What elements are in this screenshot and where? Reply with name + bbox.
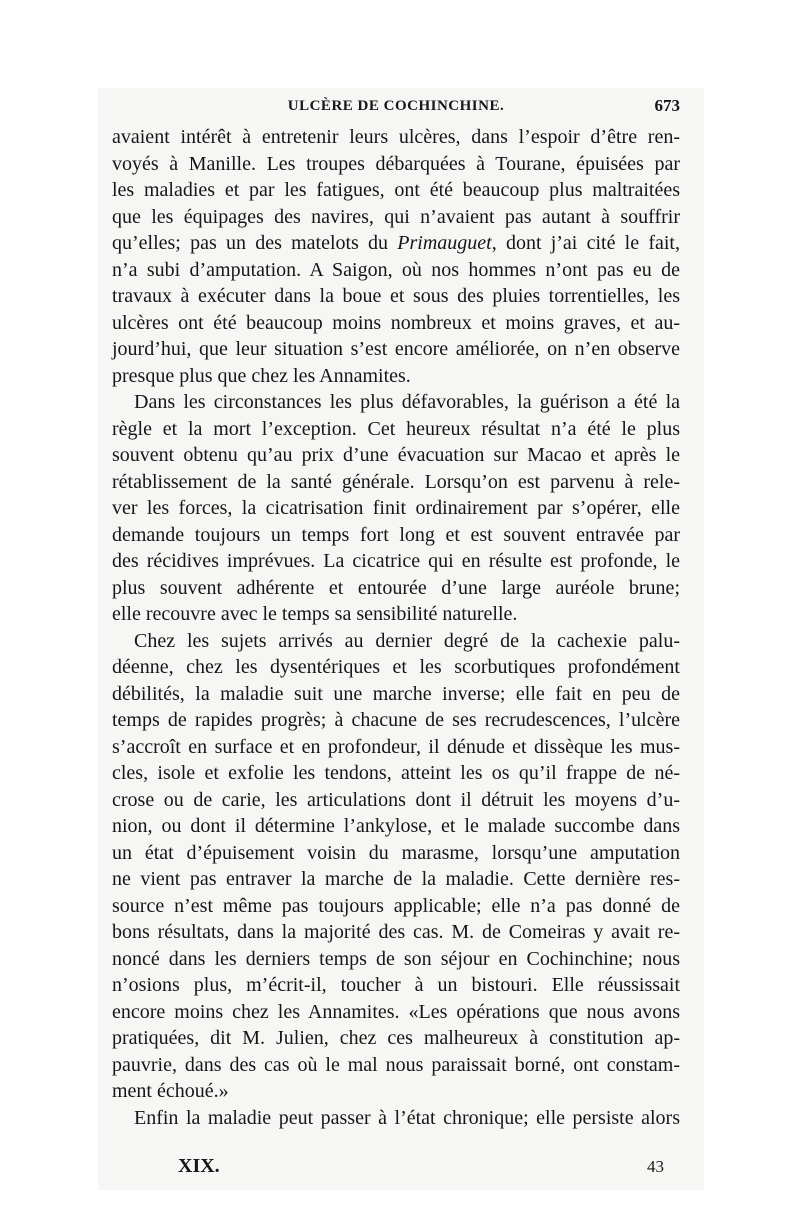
running-title: ULCÈRE DE COCHINCHINE. [287,98,505,114]
text-line: Chez les sujets arrivés au dernier degré de la cachexie palu- [134,629,680,652]
text-line: avaient intérêt à entretenir leurs ulcères, dans l’espoir d’être ren- [112,126,680,148]
signature-mark: XIX. [178,1155,220,1177]
body-text [112,124,680,1131]
page-header [112,96,680,122]
text-line: des récidives imprévues. La cicatrice qui en résulte est profonde, le [112,550,680,572]
text-line: ne vient pas entraver la marche de la maladie. Cette dernière res- [112,868,680,890]
text-line: presque plus que chez les Annamites. [112,364,411,387]
text-line: elle recouvre avec le temps sa sensibilité naturelle. [112,603,518,625]
text-line: les maladies et par les fatigues, ont été beaucoup plus maltraitées [112,179,680,201]
text-line: n’osions plus, m’écrit-il, toucher à un bistouri. Elle réussissait [112,974,680,996]
text-line: encore moins chez les Annamites. «Les opérations que nous avons [112,1000,680,1023]
ship-name: Primauguet [397,232,492,254]
text-line: voyés à Manille. Les troupes débarquées à Tourane, épuisées par [112,152,680,175]
text-line: que les équipages des navires, qui n’avaient pas autant à souffrir [112,205,680,228]
text-line: travaux à exécuter dans la boue et sous des pluies torrentielles, les [112,285,680,307]
text-line: Dans les circonstances les plus défavorables, la guérison a été la [134,391,680,413]
text-line: souvent obtenu qu’au prix d’une évacuation sur Macao et après le [112,444,680,466]
text-line: ulcères ont été beaucoup moins nombreux et moins graves, et au- [112,311,680,334]
text-line: ment échoué.» [112,1080,229,1102]
text-line: noncé dans les derniers temps de son séjour en Cochinchine; nous [112,947,680,970]
text-line: source n’est même pas toujours applicable; elle n’a pas donné de [112,894,680,917]
text-line: cles, isole et exfolie les tendons, atteint les os qu’il frappe de né- [112,762,680,784]
text-line: n’a subi d’amputation. A Saigon, où nos hommes n’ont pas eu de [112,258,680,281]
text-line: pratiquées, dit M. Julien, chez ces malheureux à constitution ap- [112,1027,680,1049]
folio-mark: 43 [647,1157,664,1176]
text-line: s’accroît en surface et en profondeur, il dénude et dissèque les mus- [112,735,680,758]
text-line: plus souvent adhérente et entourée d’une large auréole brune; [112,576,680,599]
text-line: pauvrie, dans des cas où le mal nous paraissait borné, ont constam- [112,1053,680,1076]
text-line: nion, ou dont il détermine l’ankylose, et le malade succombe dans [112,815,680,837]
text-line: débilités, la maladie suit une marche inverse; elle fait en peu de [112,682,680,705]
page-number: 673 [654,96,680,115]
text-line: temps de rapides progrès; à chacune de ses recrudescences, l’ulcère [112,709,680,731]
text-line: Enfin la maladie peut passer à l’état chronique; elle persiste alors [134,1106,680,1129]
text-line: qu’elles; pas un des matelots du Primauguet, dont j’ai cité le fait, [112,232,680,254]
text-line: règle et la mort l’exception. Cet heureux résultat n’a été le plus [112,417,680,440]
text-line: demande toujours un temps fort long et est souvent entravée par [112,523,680,546]
text-line: rétablissement de la santé générale. Lorsqu’on est parvenu à rele- [112,470,680,493]
text-line: crose ou de carie, les articulations dont il détruit les moyens d’u- [112,788,680,811]
text-line: un état d’épuisement voisin du marasme, lorsqu’une amputation [112,841,680,864]
text-line: bons résultats, dans la majorité des cas. M. de Comeiras y avait re- [112,921,680,943]
text-line: jourd’hui, que leur situation s’est encore améliorée, on n’en observe [112,338,680,360]
text-line: déenne, chez les dysentériques et les scorbutiques profondément [112,656,680,678]
page-footer [112,1155,680,1181]
text-line: ver les forces, la cicatrisation finit ordinairement par s’opérer, elle [112,497,680,519]
